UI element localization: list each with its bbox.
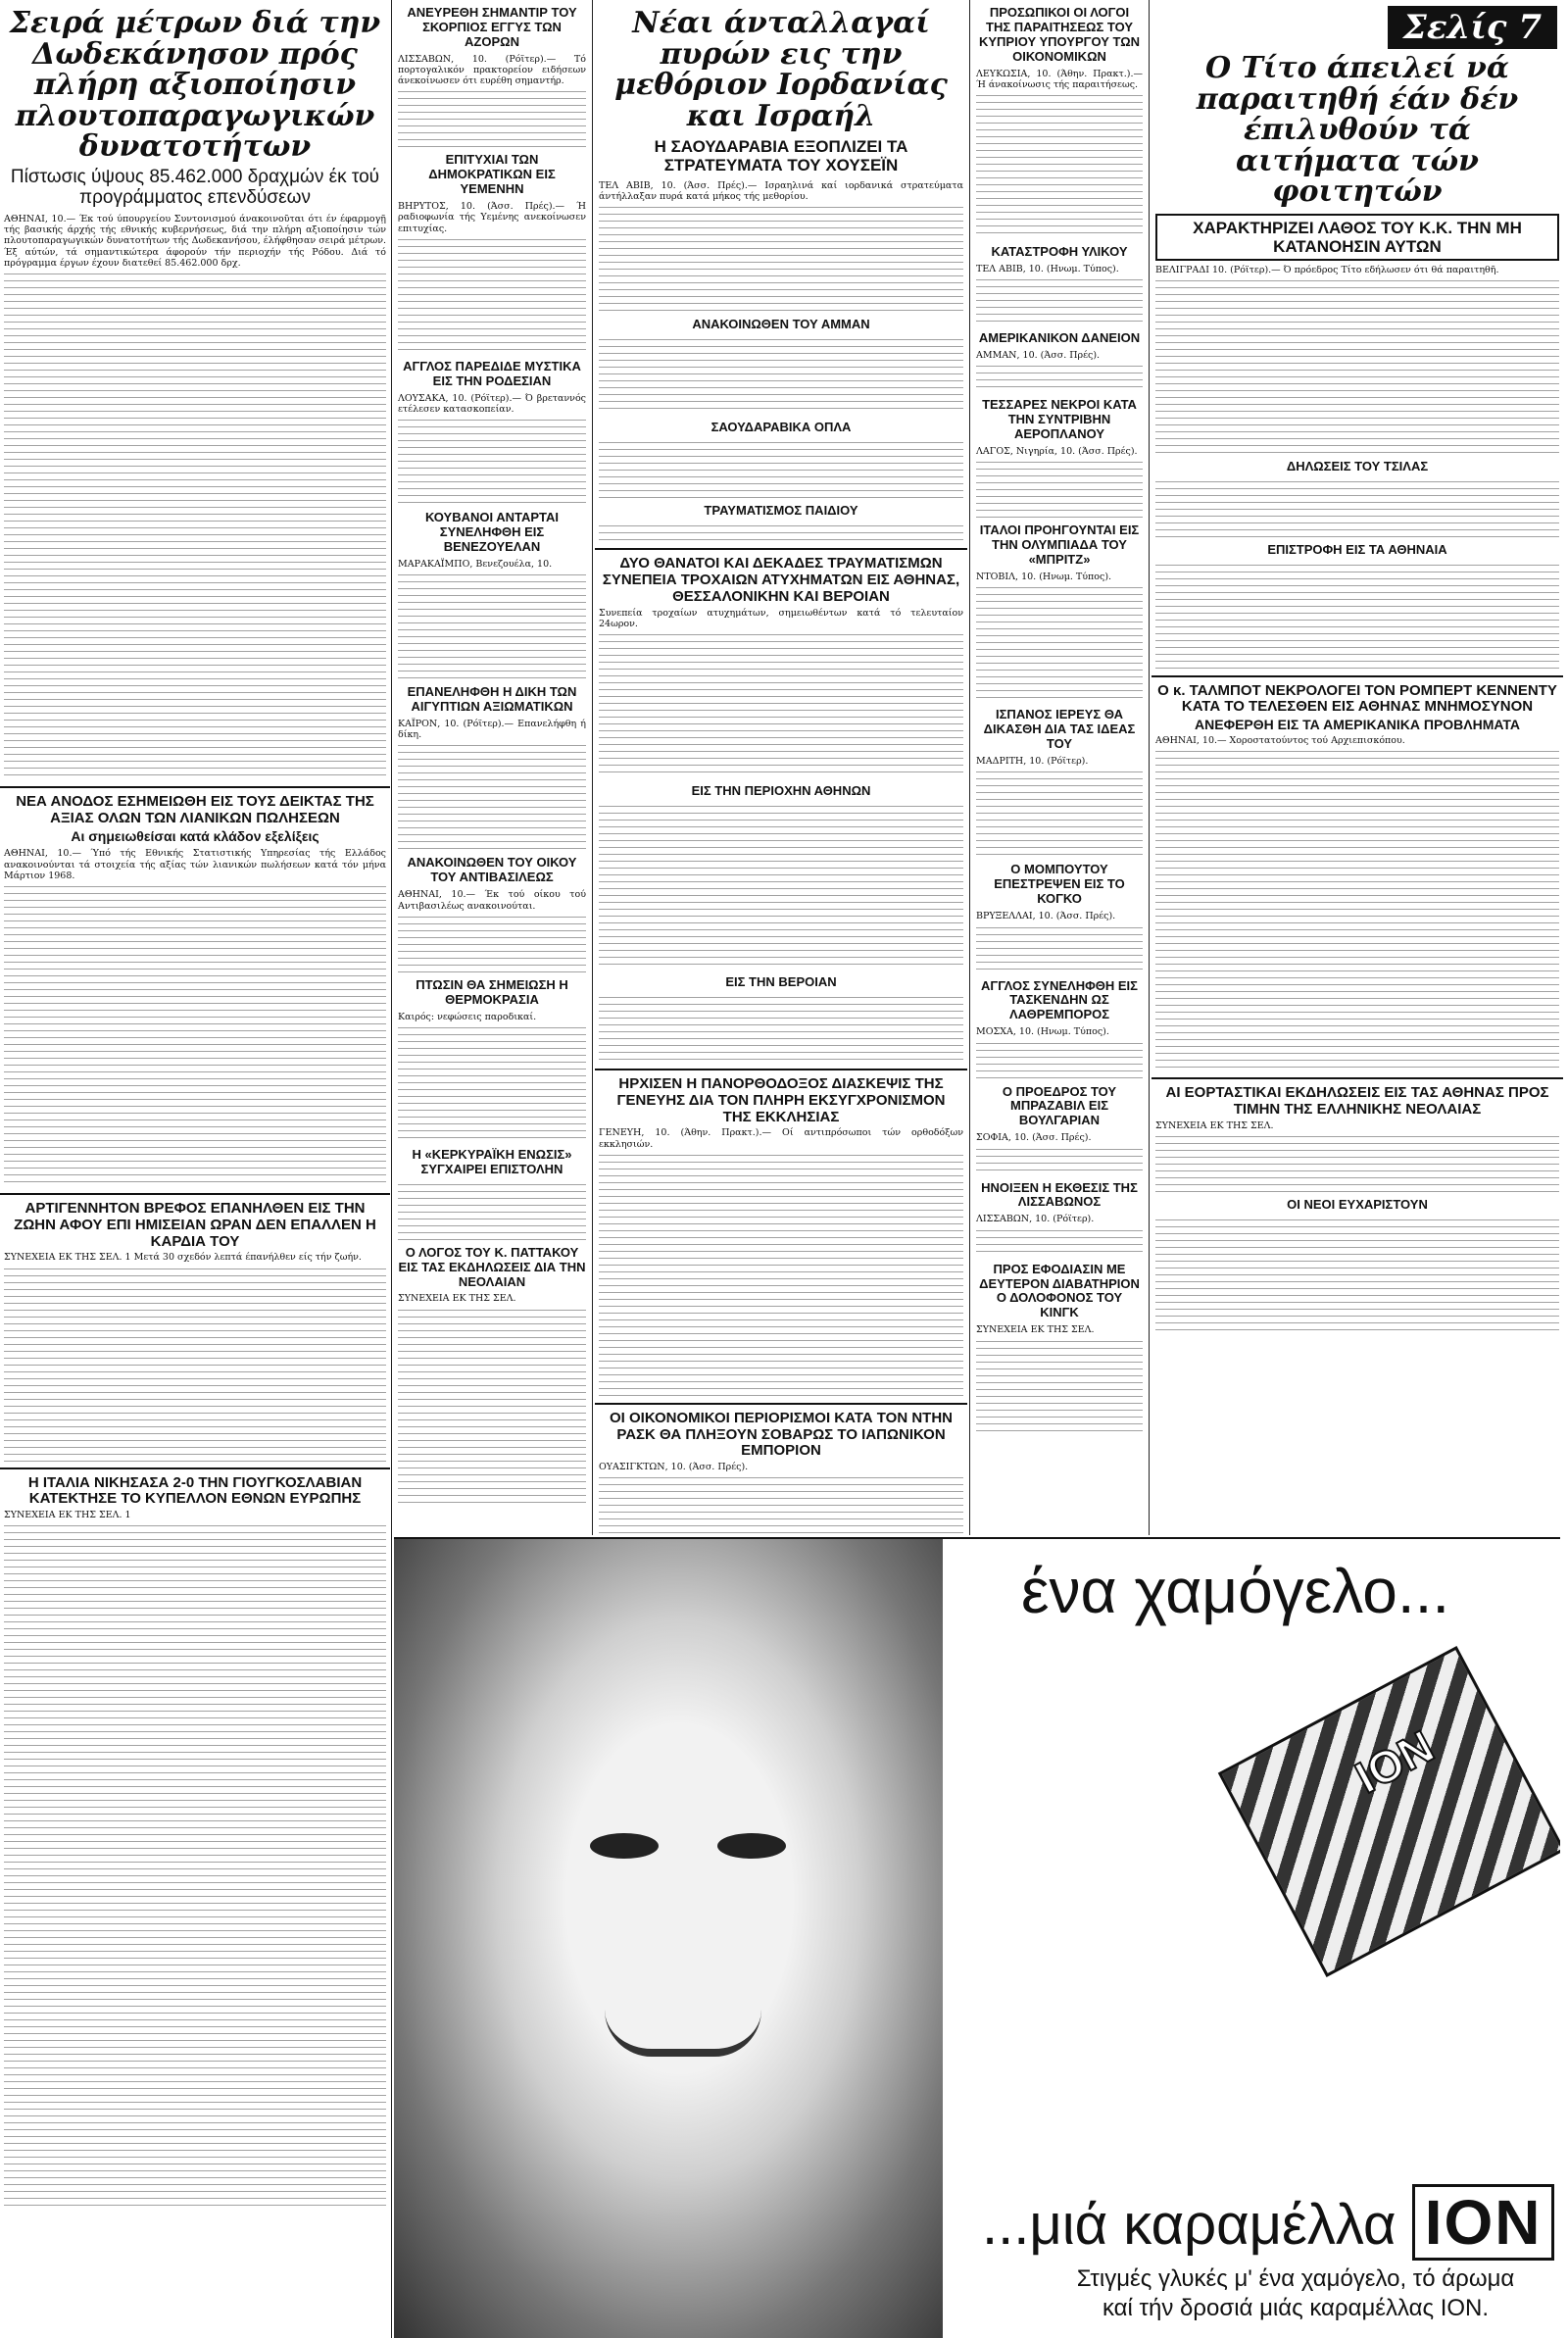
article-tashkent-body: ΜΟΣΧΑ, 10. (Ηνωμ. Τύπος).: [976, 1026, 1109, 1038]
article-italy-body: ΣΥΝΕΧΕΙΑ ΕΚ ΤΗΣ ΣΕΛ. 1: [4, 1510, 131, 1521]
subhead-saudi-arms: Η ΣΑΟΥΔΑΡΑΒΙΑ ΕΞΟΠΛΙΖΕΙ ΤΑ ΣΤΡΑΤΕΥΜΑΤΑ ΤΟΥ ΧΟΥΣΕΪΝ: [654, 137, 908, 175]
page-number-badge: Σελίς 7: [1388, 6, 1557, 49]
headline-plane-crash: ΤΕΣΣΑΡΕΣ ΝΕΚΡΟΙ ΚΑΤΑ ΤΗΝ ΣΥΝΤΡΙΒΗΝ ΑΕΡΟΠΛΑΝΟΥ: [982, 397, 1137, 442]
headline-retail-sales: ΝΕΑ ΑΝΟΔΟΣ ΕΣΗΜΕΙΩΘΗ ΕΙΣ ΤΟΥΣ ΔΕΙΚΤΑΣ ΤΗΣ ΑΞΙΑΣ ΟΛΩΝ ΤΩΝ ΛΙΑΝΙΚΩΝ ΠΩΛΗΣΕΩΝ: [16, 793, 374, 826]
headline-newborn: ΑΡΤΙΓΕΝΝΗΤΟΝ ΒΡΕΦΟΣ ΕΠΑΝΗΛΘΕΝ ΕΙΣ ΤΗΝ ΖΩΗΝ ΑΦΟΥ ΕΠΙ ΗΜΙΣΕΙΑΝ ΩΡΑΝ ΔΕΝ ΕΠΑΛΛΕΝ Η ΚΑΡΔΙΑ ΤΟΥ: [14, 1199, 376, 1250]
article-newborn-text-block: [4, 1266, 386, 1462]
headline-tashkent: ΑΓΓΛΟΣ ΣΥΝΕΛΗΦΘΗ ΕΙΣ ΤΑΣΚΕΝΔΗΝ ΩΣ ΛΑΘΡΕΜΠΟΡΟΣ: [981, 977, 1138, 1022]
article-material-body: ΤΕΛ ΑΒΙΒ, 10. (Ηνωμ. Τύπος).: [976, 264, 1119, 275]
subhead-talbot: ΑΝΕΦΕΡΘΗ ΕΙΣ ΤΑ ΑΜΕΡΙΚΑΝΙΚΑ ΠΡΟΒΛΗΜΑΤΑ: [1195, 717, 1520, 733]
subheading-amman: ΑΝΑΚΟΙΝΩΘΕΝ ΤΟΥ ΑΜΜΑΝ: [692, 317, 870, 332]
headline-mobutu: Ο ΜΟΜΠΟΥΤΟΥ ΕΠΕΣΤΡΕΨΕΝ ΕΙΣ ΤΟ ΚΟΓΚΟ: [994, 862, 1125, 907]
article-loan-body: ΑΜΜΑΝ, 10. (Άσσ. Πρές).: [976, 350, 1101, 362]
headline-corfu-union: Η «ΚΕΡΚΥΡΑΪΚΗ ΕΝΩΣΙΣ» ΣΥΓΧΑΙΡΕΙ ΕΠΙΣΤΟΛΗΝ: [412, 1146, 572, 1176]
article-newborn-body: ΣΥΝΕΧΕΙΑ ΕΚ ΤΗΣ ΣΕΛ. 1 Μετά 30 σχεδόν λεπτά έπανήλθεν είς τήν ζωήν.: [4, 1252, 362, 1264]
subheading-child-injury: ΤΡΑΥΜΑΤΙΣΜΟΣ ΠΑΙΔΙΟΥ: [704, 503, 858, 519]
candy-brand-label: ΙΟΝ: [1347, 1719, 1443, 1804]
ad-tagline: Στιγμές γλυκές μ' ένα χαμόγελο, τό άρωμα καί τήν δροσιά μιάς καραμέλλας ΙΟΝ.: [1076, 2265, 1515, 2321]
article-bridge-body: ΝΤΟΒΙΛ, 10. (Ηνωμ. Τύπος).: [976, 572, 1112, 583]
subheading-djilas: ΔΗΛΩΣΕΙΣ ΤΟΥ ΤΣΙΛΑΣ: [1286, 458, 1429, 473]
ad-slogan-smile: ένα χαμόγελο...: [1021, 1556, 1450, 1626]
subhead-tito: ΧΑΡΑΚΤΗΡΙΖΕΙ ΛΑΘΟΣ ΤΟΥ Κ.Κ. ΤΗΝ ΜΗ ΚΑΤΑΝΟΗΣΙΝ ΑΥΤΩΝ: [1155, 214, 1559, 261]
column-5: [1152, 0, 1563, 1535]
article-dodecanese-body: ΑΘΗΝΑΙ, 10.— Έκ τού ύπουργείου Συντονισμού άνακοινοῦται ότι έν έφαρμογῇ τής βασικής άρχής τής εθνικής κυβερνήσεως, διά την πλήρη αξιοποίησιν τών πλουτοπαραγωγικών δυνατοτήτων τής Δωδεκανήσου, έλήφθησαν σειρά μέτρων. Έξ αύτών, τά σημαντικώτερα άφορούν τήν περιοχήν τής Ρόδου. Διά τό πρόγραμμα έργων έχουν διατεθεί 85.462.000 δρχ.: [4, 214, 386, 269]
column-4: [972, 0, 1147, 1535]
headline-king-assassin: ΠΡΟΣ ΕΦΟΔΙΑΣΙΝ ΜΕ ΔΕΥΤΕΡΟΝ ΔΙΑΒΑΤΗΡΙΟΝ Ο ΔΟΛΟΦΟΝΟΣ ΤΟΥ ΚΙΝΓΚ: [979, 1261, 1140, 1320]
headline-tito: Ο Τίτο άπειλεί νά παραιτηθή έάν δέν έπιλυθούν τά αιτήματα τών φοιτητών: [1196, 51, 1519, 209]
ad-brand-logo: ΙΟΝ: [1412, 2184, 1555, 2261]
article-brazzaville-body: ΣΟΦΙΑ, 10. (Άσσ. Πρές).: [976, 1132, 1092, 1144]
headline-cyprus-minister: ΠΡΟΣΩΠΙΚΟΙ ΟΙ ΛΟΓΟΙ ΤΗΣ ΠΑΡΑΙΤΗΣΕΩΣ ΤΟΥ ΚΥΠΡΙΟΥ ΥΠΟΥΡΓΟΥ ΤΩΝ ΟΙΚΟΝΟΜΙΚΩΝ: [978, 5, 1141, 64]
headline-venezuela: ΚΟΥΒΑΝΟΙ ΑΝΤΑΡΤΑΙ ΣΥΝΕΛΗΦΘΗ ΕΙΣ ΒΕΝΕΖΟΥΕΛΑΝ: [424, 510, 560, 554]
article-cyprus-body: ΛΕΥΚΩΣΙΑ, 10. (Άθην. Πρακτ.).— Ή άνακοίνωσις τής παραιτήσεως.: [976, 68, 1143, 90]
article-rhodesia-body: ΛΟΥΣΑΚΑ, 10. (Ρόϊτερ).— Ό βρεταννός ετέλεσεν κατασκοπείαν.: [398, 392, 586, 415]
article-regent-body: ΑΘΗΝΑΙ, 10.— Έκ τού οίκου τού Αντιβασιλέως ανακοινούται.: [398, 889, 586, 912]
headline-bridge-olympiad: ΙΤΑΛΟΙ ΠΡΟΗΓΟΥΝΤΑΙ ΕΙΣ ΤΗΝ ΟΛΥΜΠΙΑΔΑ ΤΟΥ «ΜΠΡΙΤΖ»: [979, 522, 1140, 568]
headline-regent: ΑΝΑΚΟΙΝΩΘΕΝ ΤΟΥ ΟΙΚΟΥ ΤΟΥ ΑΝΤΙΒΑΣΙΛΕΩΣ: [407, 855, 577, 885]
headline-traffic-accidents: ΔΥΟ ΘΑΝΑΤΟΙ ΚΑΙ ΔΕΚΑΔΕΣ ΤΡΑΥΜΑΤΙΣΜΩΝ ΣΥΝΕΠΕΙΑ ΤΡΟΧΑΙΩΝ ΑΤΥΧΗΜΑΤΩΝ ΕΙΣ ΑΘΗΝΑΣ, ΘΕΣΣΑΛΟΝΙΚΗΝ ΚΑΙ ΒΕΡΟΙΑΝ: [602, 555, 960, 605]
article-dodecanese-text-block: [4, 271, 386, 780]
article-priest-body: ΜΑΔΡΙΤΗ, 10. (Ρόϊτερ).: [976, 756, 1089, 768]
headline-scorpion: ΑΝΕΥΡΕΘΗ ΣΗΜΑΝΤΙΡ ΤΟΥ ΣΚΟΡΠΙΟΣ ΕΓΓΥΣ ΤΩΝ ΑΖΟΡΩΝ: [407, 5, 577, 49]
column-1: [0, 0, 390, 2338]
article-venezuela-body: ΜΑΡΑΚΑΪΜΠΟ, Βενεζουέλα, 10.: [398, 558, 553, 570]
headline-spanish-priest: ΙΣΠΑΝΟΣ ΙΕΡΕΥΣ ΘΑ ΔΙΚΑΣΘΗ ΔΙΑ ΤΑΣ ΙΔΕΑΣ ΤΟΥ: [983, 707, 1136, 752]
ad-slogan-candy: [982, 2186, 1554, 2259]
headline-talbot-kennedy: Ο κ. ΤΑΛΜΠΟΤ ΝΕΚΡΟΛΟΓΕΙ ΤΟΝ ΡΟΜΠΕΡΤ ΚΕΝΝΕΝΤΥ ΚΑΤΑ ΤΟ ΤΕΛΕΣΘΕΝ ΕΙΣ ΑΘΗΝΑΣ ΜΝΗΜΟΣΥΝΟΝ: [1157, 681, 1557, 716]
article-mobutu-body: ΒΡΥΞΕΛΛΑΙ, 10. (Άσσ. Πρές).: [976, 911, 1116, 922]
headline-american-loan: ΑΜΕΡΙΚΑΝΙΚΟΝ ΔΑΝΕΙΟΝ: [978, 330, 1141, 346]
headline-temperature: ΠΤΩΣΙΝ ΘΑ ΣΗΜΕΙΩΣΗ Η ΘΕΡΜΟΚΡΑΣΙΑ: [416, 976, 568, 1007]
article-yemen-body: ΒΗΡΥΤΟΣ, 10. (Άσσ. Πρές).— Ή ραδιοφωνία τής Υεμένης ανεκοίνωσεν επιτυχίας.: [398, 201, 586, 234]
article-pan-orthodox-body: ΓΕΝΕΥΗ, 10. (Άθην. Πρακτ.).— Οί αντιπρόσωποι τών ορθοδόξων εκκλησιών.: [599, 1127, 963, 1150]
article-lisbon-body: ΛΙΣΣΑΒΩΝ, 10. (Ρόϊτερ).: [976, 1214, 1095, 1225]
column-3: [595, 0, 967, 1535]
headline-lisbon-expo: ΗΝΟΙΞΕΝ Η ΕΚΘΕΣΙΣ ΤΗΣ ΛΙΣΣΑΒΩΝΟΣ: [981, 1179, 1138, 1210]
ad-slogan-candy-text: ...μιά καραμέλλα: [982, 2193, 1396, 2257]
article-rusk-body: ΟΥΑΣΙΓΚΤΩΝ, 10. (Άσσ. Πρές).: [599, 1462, 749, 1473]
headline-brazzaville: Ο ΠΡΟΕΔΡΟΣ ΤΟΥ ΜΠΡΑΖΑΒΙΛ ΕΙΣ ΒΟΥΛΓΑΡΙΑΝ: [1002, 1083, 1117, 1128]
subheading-veria: ΕΙΣ ΤΗΝ ΒΕΡΟΙΑΝ: [725, 974, 837, 990]
article-traffic-body: Συνεπεία τροχαίων ατυχημάτων, σημειωθέντων κατά τό τελευταίον 24ωρον.: [599, 607, 963, 629]
article-italy-text-block: [4, 1522, 386, 2209]
headline-material-destruction: ΚΑΤΑΣΤΡΟΦΗ ΥΛΙΚΟΥ: [991, 244, 1128, 260]
headline-dodecanese: Σειρά μέτρων διά την Δωδεκάνησον πρός πλήρη αξιοποίησιν πλουτοπαραγωγικών δυνατοτήτων: [9, 6, 381, 164]
headline-pattakos-speech: Ο ΛΟΓΟΣ ΤΟΥ Κ. ΠΑΤΤΑΚΟΥ ΕΙΣ ΤΑΣ ΕΚΔΗΛΩΣΕΙΣ ΔΙΑ ΤΗΝ ΝΕΟΛΑΙΑΝ: [398, 1244, 586, 1289]
article-pattakos-body: ΣΥΝΕΧΕΙΑ ΕΚ ΤΗΣ ΣΕΛ.: [398, 1293, 516, 1305]
ad-smile: [605, 2010, 761, 2057]
ad-eye-right: [717, 1833, 786, 1859]
headline-yemen: ΕΠΙΤΥΧΙΑΙ ΤΩΝ ΔΗΜΟΚΡΑΤΙΚΩΝ ΕΙΣ ΥΕΜΕΝΗΝ: [428, 152, 556, 197]
article-crash-body: ΛΑΓΟΣ, Νιγηρία, 10. (Άσσ. Πρές).: [976, 446, 1138, 458]
article-youth-body: ΣΥΝΕΧΕΙΑ ΕΚ ΤΗΣ ΣΕΛ.: [1155, 1119, 1274, 1131]
headline-egypt-trial: ΕΠΑΝΕΛΗΦΘΗ Η ΔΙΚΗ ΤΩΝ ΑΙΓΥΠΤΙΩΝ ΑΞΙΩΜΑΤΙΚΩΝ: [407, 684, 577, 715]
article-temperature-body: Καιρός: νεφώσεις παροδικαί.: [398, 1011, 537, 1022]
article-retail-text-block: [4, 883, 386, 1187]
headline-dean-rusk: ΟΙ ΟΙΚΟΝΟΜΙΚΟΙ ΠΕΡΙΟΡΙΣΜΟΙ ΚΑΤΑ ΤΟΝ ΝΤΗΝ ΡΑΣΚ ΘΑ ΠΛΗΞΟΥΝ ΣΟΒΑΡΩΣ ΤΟ ΙΑΠΩΝΙΚΟΝ ΕΜΠΟΡΙΟΝ: [610, 1409, 953, 1460]
headline-youth-celebrations: ΑΙ ΕΟΡΤΑΣΤΙΚΑΙ ΕΚΔΗΛΩΣΕΙΣ ΕΙΣ ΤΑΣ ΑΘΗΝΑΣ ΠΡΟΣ ΤΙΜΗΝ ΤΗΣ ΕΛΛΗΝΙΚΗΣ ΝΕΟΛΑΙΑΣ: [1165, 1084, 1549, 1118]
ion-candy-advertisement: [394, 1537, 1560, 2338]
article-scorpion-body: ΛΙΣΣΑΒΩΝ, 10. (Ρόϊτερ).— Τό πορτογαλικόν πρακτορείον ειδήσεων άνεκοίνωσεν ότι ευρέθη σημαντήρ.: [398, 53, 586, 87]
subheading-youth-thanks: ΟΙ ΝΕΟΙ ΕΥΧΑΡΙΣΤΟΥΝ: [1287, 1196, 1428, 1212]
headline-italy-cup: Η ΙΤΑΛΙΑ ΝΙΚΗΣΑΣΑ 2-0 ΤΗΝ ΓΙΟΥΓΚΟΣΛΑΒΙΑΝ ΚΑΤΕΚΤΗΣΕ ΤΟ ΚΥΠΕΛΛΟΝ ΕΘΝΩΝ ΕΥΡΩΠΗΣ: [27, 1473, 363, 1508]
article-retail-body: ΑΘΗΝΑΙ, 10.— Ύπό τής Εθνικής Στατιστικής Υπηρεσίας τής Ελλάδος ανακοινούνται τά στοιχεία τής αξίας τών λιανικών πωλήσεων κατά τόν μήνα Μάρτιον 1968.: [4, 848, 386, 881]
subheading-athens-area: ΕΙΣ ΤΗΝ ΠΕΡΙΟΧΗΝ ΑΘΗΝΩΝ: [691, 783, 871, 799]
subhead-dodecanese: Πίστωσις ύψους 85.462.000 δραχμών έκ τού προγράμματος επενδύσεων: [10, 166, 380, 208]
subheading-return-athens: ΕΠΙΣΤΡΟΦΗ ΕΙΣ ΤΑ ΑΘΗΝΑΙΑ: [1267, 541, 1447, 557]
candy-wrapper-icon: [1218, 1646, 1560, 1977]
subheading-saudi-weapons: ΣΑΟΥΔΑΡΑΒΙΚΑ ΟΠΛΑ: [710, 420, 852, 435]
column-2: [394, 0, 590, 1535]
article-king-body: ΣΥΝΕΧΕΙΑ ΕΚ ΤΗΣ ΣΕΛ.: [976, 1324, 1095, 1336]
headline-rhodesia: ΑΓΓΛΟΣ ΠΑΡΕΔΙΔΕ ΜΥΣΤΙΚΑ ΕΙΣ ΤΗΝ ΡΟΔΕΣΙΑΝ: [403, 358, 581, 388]
headline-jordan-israel: Νέαι άνταλλαγαί πυρών εις την μεθόριον Ιορδανίας και Ισραήλ: [614, 6, 948, 133]
article-tito-body: ΒΕΛΙΓΡΑΔΙ 10. (Ρόϊτερ).— Ό πρόεδρος Τίτο εδήλωσεν ότι θά παραιτηθῆ.: [1155, 264, 1499, 275]
article-talbot-body: ΑΘΗΝΑΙ, 10.— Χοροστατούντος τού Αρχιεπισκόπου.: [1155, 734, 1405, 746]
ad-photo-smiling-woman: [394, 1539, 943, 2338]
article-egypt-body: ΚΑΪΡΟΝ, 10. (Ρόϊτερ).— Επανελήφθη ή δίκη.: [398, 719, 586, 741]
subhead-retail-sales: Αι σημειωθείσαι κατά κλάδον εξελίξεις: [71, 827, 319, 844]
ad-eye-left: [590, 1833, 659, 1859]
article-jordan-body: ΤΕΛ ΑΒΙΒ, 10. (Άσσ. Πρές).— Ισραηλινά καί ιορδανικά στρατεύματα άντήλλαξαν πυρά κατά μήκος τής μεθορίου.: [599, 180, 963, 203]
headline-pan-orthodox: ΗΡΧΙΣΕΝ Η ΠΑΝΟΡΘΟΔΟΞΟΣ ΔΙΑΣΚΕΨΙΣ ΤΗΣ ΓΕΝΕΥΗΣ ΔΙΑ ΤΟΝ ΠΛΗΡΗ ΕΚΣΥΓΧΡΟΝΙΣΜΟΝ ΤΗΣ ΕΚΚΛΗΣΙΑΣ: [616, 1074, 946, 1125]
